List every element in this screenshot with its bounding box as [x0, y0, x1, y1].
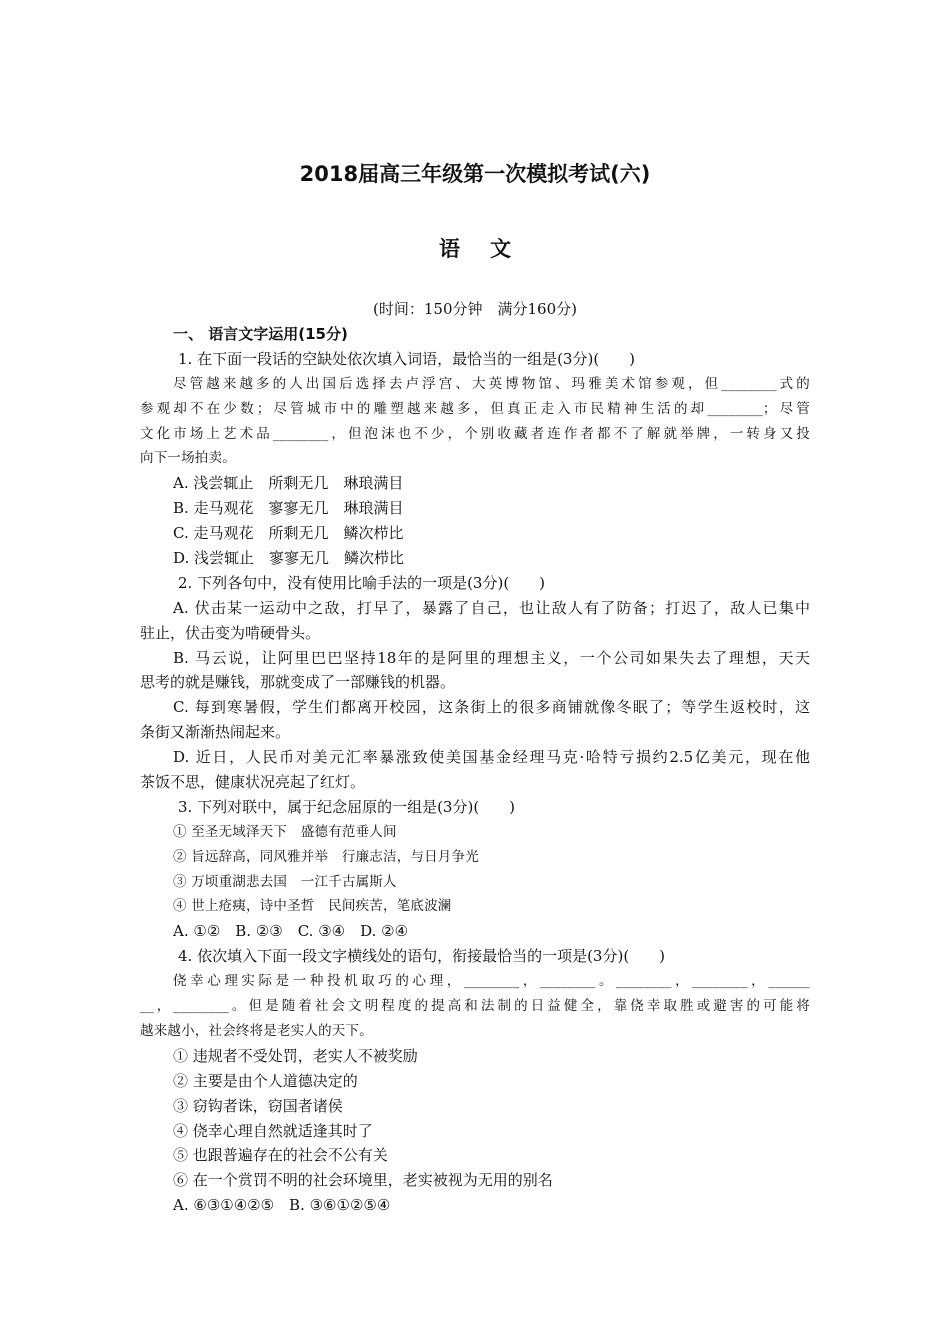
- q3-item: ① 至圣无域泽天下 盛德有范垂人间: [173, 823, 397, 840]
- exam-meta: (时间：150分钟 满分160分): [373, 300, 577, 318]
- q2-option-line: 茶饭不思，健康状况亮起了红灯。: [140, 773, 366, 792]
- q2-option-line: A. 伏击某一运动中之敌，打早了，暴露了自己，也让敌人有了防备；打迟了，敌人已集中: [173, 598, 810, 617]
- q1-stem: 1. 在下面一段话的空缺处依次填入词语，最恰当的一组是(3分)( ): [178, 349, 636, 368]
- q2-option-line: B. 马云说，让阿里巴巴坚持18年的是阿里的理想主义，一个公司如果失去了理想，天天: [173, 648, 810, 667]
- q2-option-line: 条街又渐渐热闹起来。: [140, 723, 291, 742]
- q3-stem: 3. 下列对联中，属于纪念屈原的一组是(3分)( ): [178, 797, 516, 816]
- q4-stem: 4. 依次填入下面一段文字横线处的语句，衔接最恰当的一项是(3分)( ): [178, 947, 666, 966]
- q4-passage-line: 侥幸心理实际是一种投机取巧的心理，________，________。________，________，______: [173, 973, 810, 990]
- q1-passage-line: 参观却不在少数；尽管城市中的雕塑越来越多，但真正走入市民精神生活的却________；尽管: [140, 400, 810, 417]
- q2-stem: 2. 下列各句中，没有使用比喻手法的一项是(3分)( ): [178, 573, 546, 592]
- q2-option-line: 思考的就是赚钱，那就变成了一部赚钱的机器。: [140, 673, 456, 692]
- exam-content: [140, 322, 810, 1218]
- q4-answer-options: A. ⑥③①④②⑤ B. ③⑥①②⑤④: [173, 1196, 391, 1215]
- q1-option: C. 走马观花 所剩无几 鳞次栉比: [173, 524, 404, 543]
- q1-passage-line: 向下一场拍卖。: [140, 450, 236, 467]
- q4-passage-line: 越来越小，社会终将是老实人的天下。: [140, 1022, 373, 1039]
- q1-option: B. 走马观花 寥寥无几 琳琅满目: [173, 499, 404, 518]
- q2-option-line: D. 近日，人民币对美元汇率暴涨致使美国基金经理马克·哈特亏损约2.5亿美元，现在他: [173, 748, 810, 767]
- q2-option-line: 驻止，伏击变为啃硬骨头。: [140, 623, 321, 642]
- section-heading: 一、 语言文字运用(15分): [173, 325, 348, 343]
- q3-item: ② 旨远辞高，同风雅并举 行廉志洁，与日月争光: [173, 848, 479, 865]
- subject-title: 语文: [439, 237, 541, 261]
- q1-passage-line: 文化市场上艺术品________，但泡沫也不少，个别收藏者连作者都不了解就举牌，一转身又投: [140, 425, 810, 442]
- q1-option: A. 浅尝辄止 所剩无几 琳琅满目: [173, 474, 404, 493]
- q4-item: ③ 窃钩者诛，窃国者诸侯: [173, 1096, 343, 1115]
- q4-item: ⑤ 也跟普遍存在的社会不公有关: [173, 1146, 388, 1165]
- q4-item: ④ 侥幸心理自然就适逢其时了: [173, 1121, 373, 1140]
- q4-item: ⑥ 在一个赏罚不明的社会环境里，老实被视为无用的别名: [173, 1171, 553, 1190]
- q4-item: ① 违规者不受处罚，老实人不被奖励: [173, 1046, 418, 1065]
- q1-passage-line: 尽管越来越多的人出国后选择去卢浮宫、大英博物馆、玛雅美术馆参观，但________式的: [173, 375, 810, 392]
- q4-item: ② 主要是由个人道德决定的: [173, 1071, 358, 1090]
- q4-passage-line: __，________。但是随着社会文明程度的提高和法制的日益健全，靠侥幸取胜或避害的可能将: [140, 998, 810, 1015]
- exam-title: 2018届高三年级第一次模拟考试(六): [299, 162, 651, 186]
- q2-option-line: C. 每到寒暑假，学生们都离开校园，这条街上的很多商铺就像冬眠了；等学生返校时，这: [173, 698, 810, 717]
- q3-answer-options: A. ①② B. ②③ C. ③④ D. ②④: [173, 922, 409, 941]
- q3-item: ④ 世上疮痍，诗中圣哲 民间疾苦，笔底波澜: [173, 898, 452, 915]
- q1-option: D. 浅尝辄止 寥寥无几 鳞次栉比: [173, 549, 405, 568]
- q3-item: ③ 万顷重湖悲去国 一江千古属斯人: [173, 873, 397, 890]
